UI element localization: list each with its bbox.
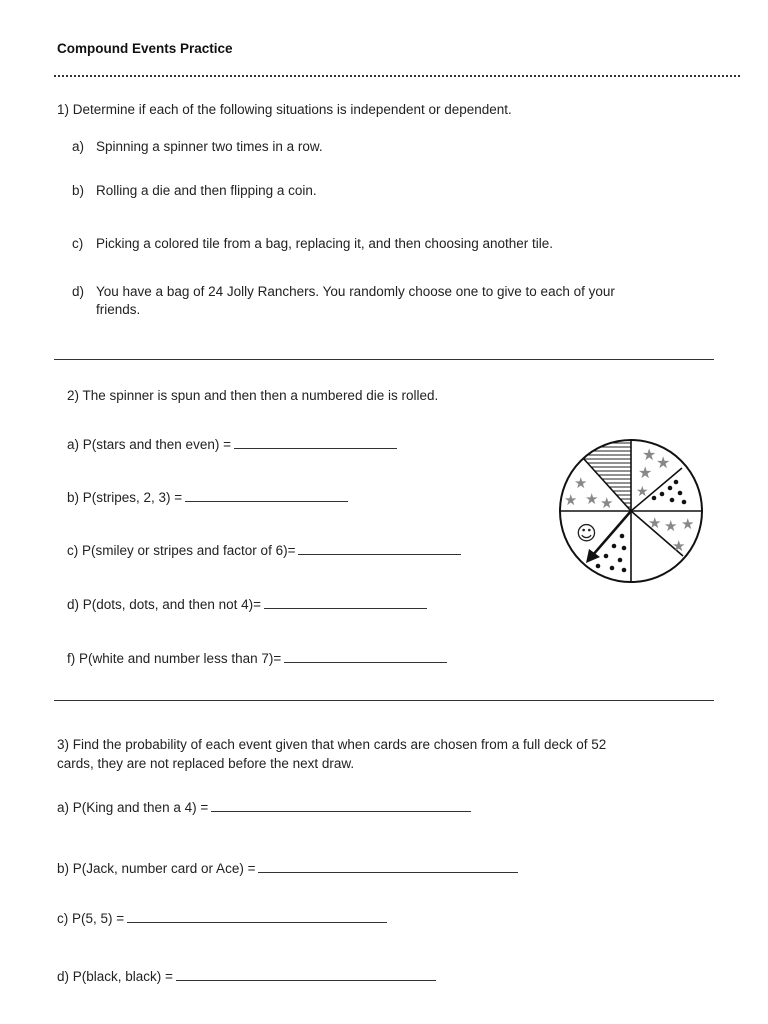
q1-item-b-text: Rolling a die and then flipping a coin.: [96, 183, 317, 198]
q1-item-d-text: You have a bag of 24 Jolly Ranchers. You randomly choose one to give to each of your: [96, 284, 615, 299]
answer-blank[interactable]: [264, 595, 427, 609]
dotted-divider: [54, 75, 740, 77]
q1-item-a-label: a): [72, 139, 85, 154]
svg-text:★: ★: [585, 490, 599, 508]
q3-item-c: [57, 909, 387, 928]
q2-item-d-text: d) P(dots, dots, and then not 4)=: [67, 597, 261, 612]
svg-text:★: ★: [681, 515, 695, 533]
q2-item-a-text: a) P(stars and then even) =: [67, 437, 231, 452]
svg-text:★: ★: [656, 453, 671, 472]
answer-blank[interactable]: [298, 541, 461, 555]
q2-item-b: [67, 488, 348, 507]
q3-prompt: 3) Find the probability of each event given that when cards are chosen from a full deck of 52: [57, 737, 607, 752]
answer-blank[interactable]: [185, 488, 348, 502]
q2-item-b-text: b) P(stripes, 2, 3) =: [67, 490, 183, 505]
section-divider: [54, 359, 714, 360]
svg-text:★: ★: [600, 494, 614, 512]
q2-item-c: [67, 541, 461, 560]
q2-item-f: [67, 649, 447, 668]
q3-item-a-text: a) P(King and then a 4) =: [57, 800, 209, 815]
answer-blank[interactable]: [176, 967, 436, 981]
answer-blank[interactable]: [127, 909, 387, 923]
q2-item-f-text: f) P(white and number less than 7)=: [67, 651, 282, 666]
q1-item-a-text: Spinning a spinner two times in a row.: [96, 139, 323, 154]
q2-item-c-text: c) P(smiley or stripes and factor of 6)=: [67, 543, 296, 558]
answer-blank[interactable]: [234, 435, 397, 449]
svg-text:★: ★: [636, 484, 649, 500]
q3-prompt-cont: cards, they are not replaced before the next draw.: [57, 756, 355, 771]
svg-text:★: ★: [664, 517, 678, 535]
svg-text:★: ★: [638, 463, 653, 482]
q3-item-a: [57, 798, 471, 817]
q3-item-d: [57, 967, 436, 986]
q3-item-b: [57, 859, 518, 878]
q1-item-d-text-cont: friends.: [96, 302, 141, 317]
q2-item-a: [67, 435, 397, 454]
page-title: Compound Events Practice: [57, 41, 233, 56]
svg-text:★: ★: [648, 514, 662, 532]
answer-blank[interactable]: [211, 798, 471, 812]
svg-text:★: ★: [574, 474, 588, 492]
q2-prompt: 2) The spinner is spun and then then a numbered die is rolled.: [67, 388, 439, 403]
q3-item-b-text: b) P(Jack, number card or Ace) =: [57, 861, 256, 876]
q1-item-b-label: b): [72, 183, 85, 198]
section-divider: [54, 700, 714, 701]
q2-item-d: [67, 595, 427, 614]
q1-prompt: 1) Determine if each of the following situations is independent or dependent.: [57, 102, 512, 117]
svg-text:★: ★: [642, 445, 657, 464]
svg-text:★: ★: [564, 491, 578, 509]
svg-text:★: ★: [672, 537, 686, 555]
answer-blank[interactable]: [284, 649, 447, 663]
q1-item-c-text: Picking a colored tile from a bag, replacing it, and then choosing another tile.: [96, 236, 554, 251]
q1-item-c-label: c): [72, 236, 84, 251]
q1-item-d-label: d): [72, 284, 85, 299]
q3-item-c-text: c) P(5, 5) =: [57, 911, 125, 926]
answer-blank[interactable]: [258, 859, 518, 873]
spinner-diagram: [558, 438, 704, 584]
smiley-icon: ☺: [576, 521, 597, 545]
q3-item-d-text: d) P(black, black) =: [57, 969, 173, 984]
